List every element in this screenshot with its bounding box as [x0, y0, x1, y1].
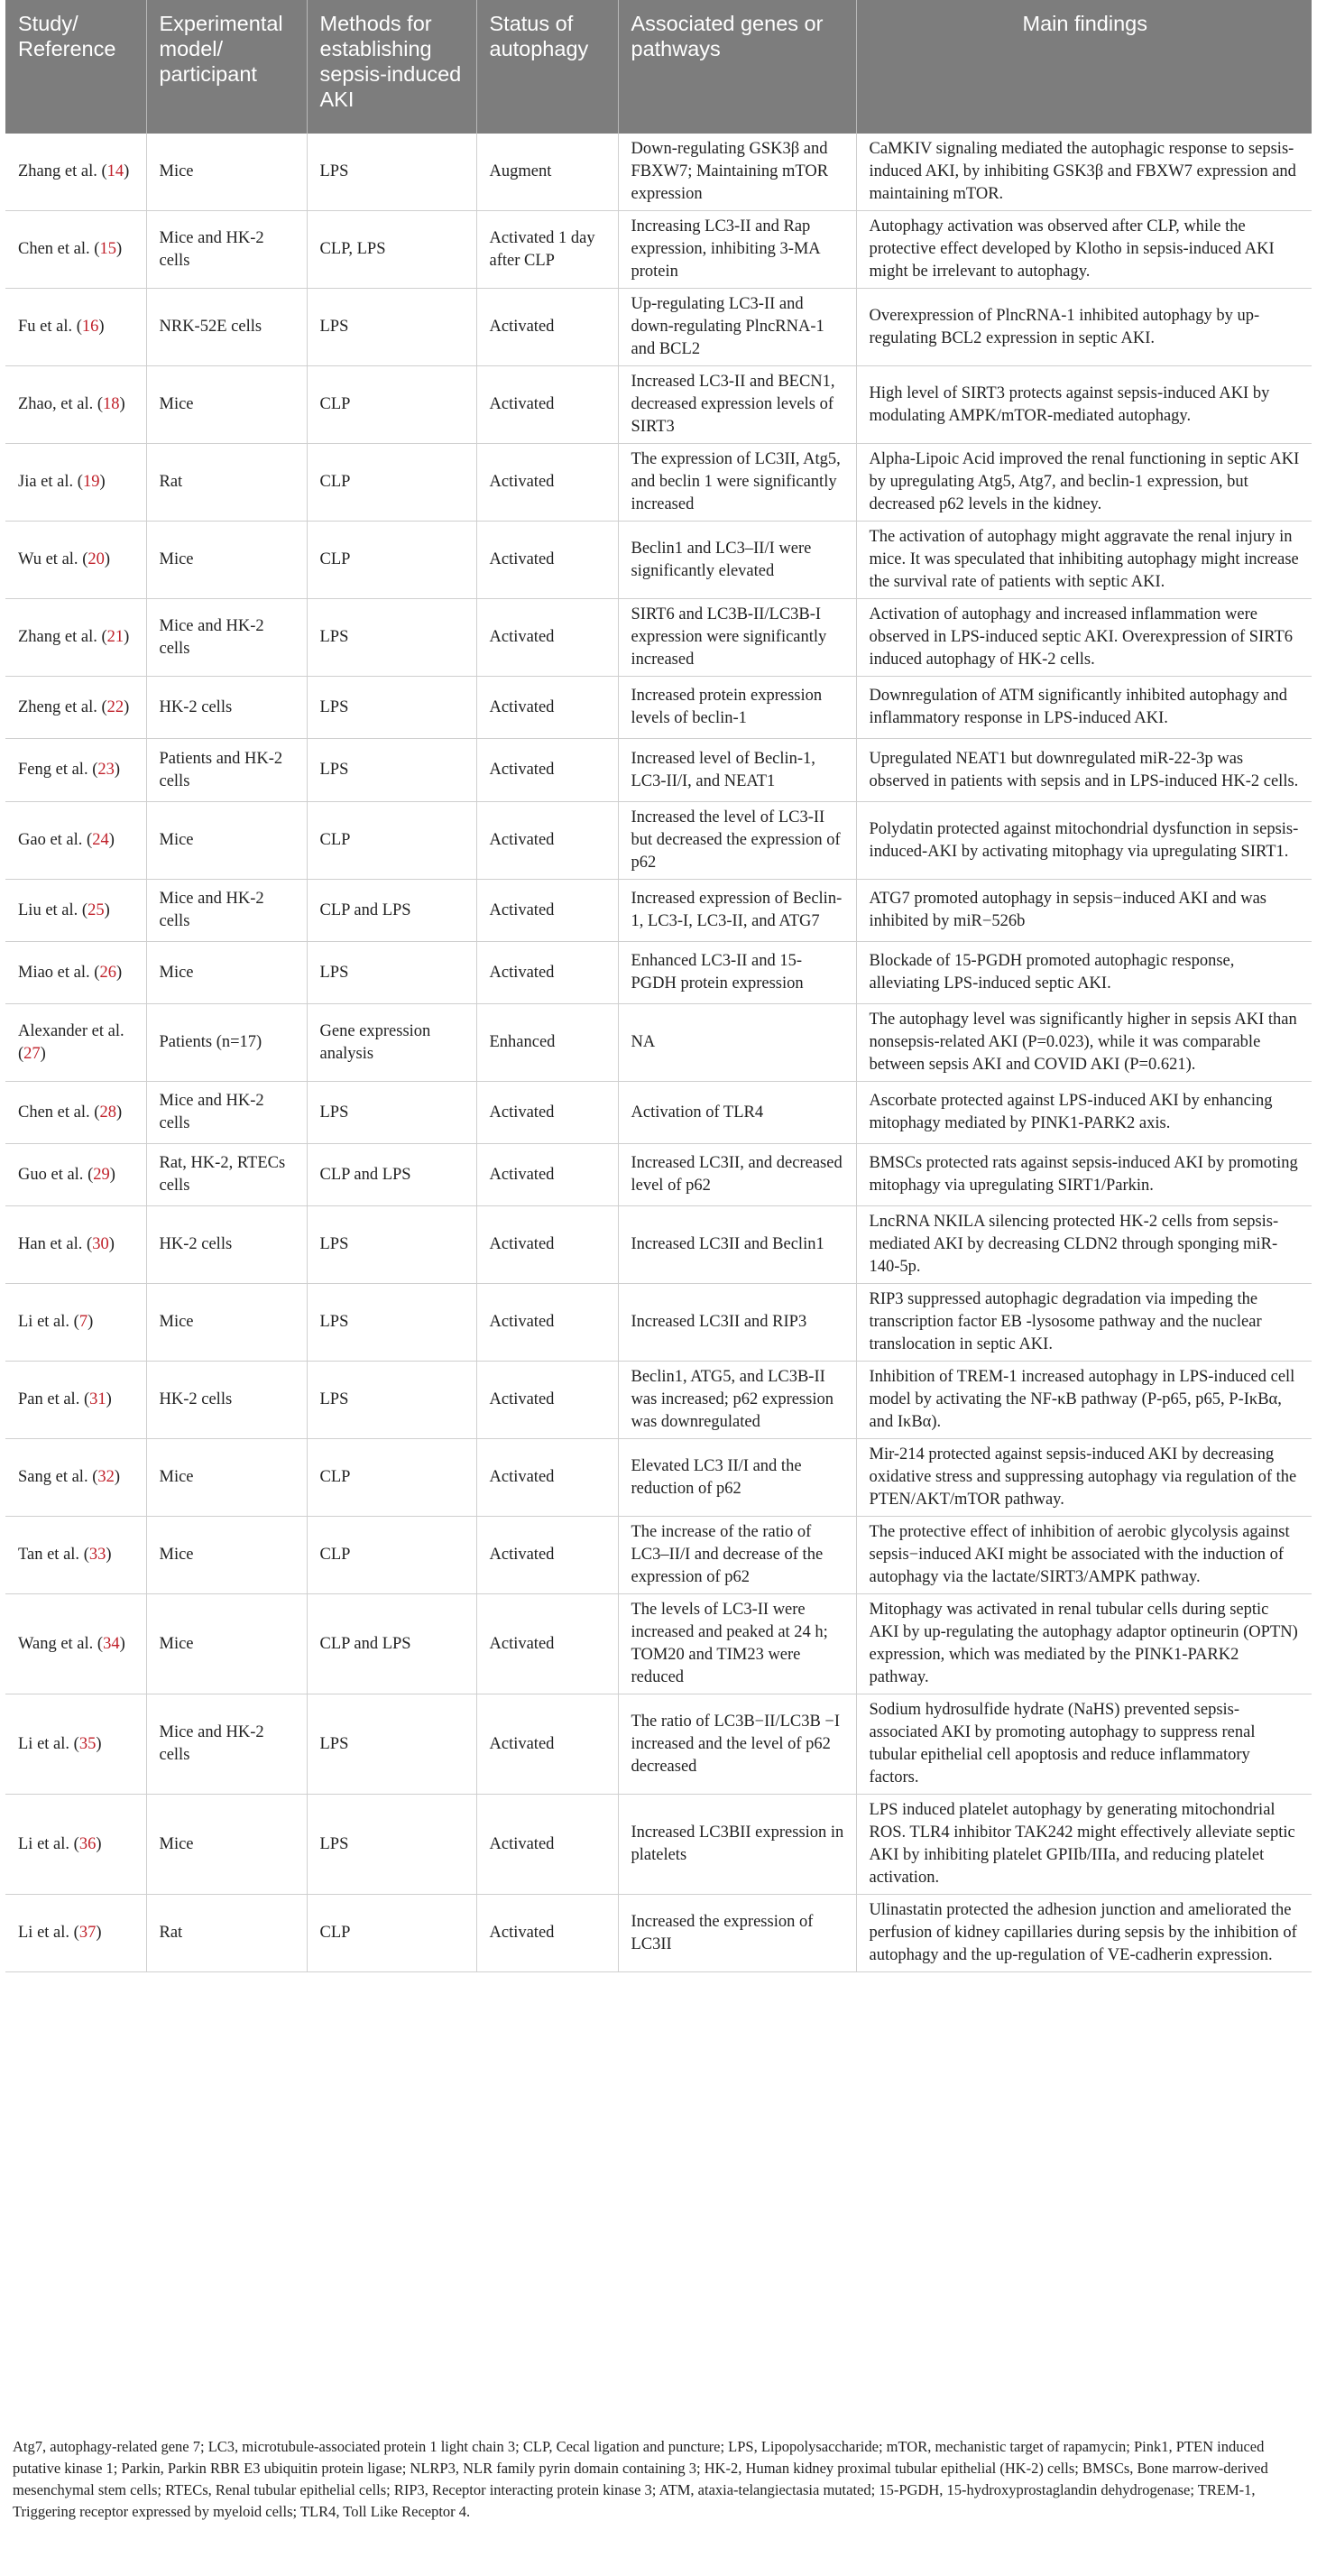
table-row	[5, 802, 1312, 880]
citation-link[interactable]: 18	[103, 395, 120, 413]
table-row	[5, 1895, 1312, 1972]
study-author: Li et al.	[18, 1313, 70, 1331]
study-author: Zheng et al.	[18, 697, 97, 716]
cell-experimental-model: Mice	[146, 1284, 307, 1362]
study-author: Jia et al.	[18, 473, 74, 491]
citation-link[interactable]: 27	[23, 1044, 41, 1063]
table-row	[5, 1362, 1312, 1439]
cell-status: Activated	[476, 599, 618, 677]
cell-study-reference: Chen et al. (15)	[5, 211, 146, 289]
cell-method: CLP	[307, 444, 476, 522]
cell-study-reference: Sang et al. (32)	[5, 1439, 146, 1517]
study-author: Li et al.	[18, 1734, 70, 1753]
cell-associated-genes: Elevated LC3 II/I and the reduction of p62	[618, 1439, 856, 1517]
cell-study-reference: Gao et al. (24)	[5, 802, 146, 880]
cell-study-reference: Han et al. (30)	[5, 1206, 146, 1284]
study-author: Wu et al.	[18, 550, 78, 568]
cell-status: Activated	[476, 1439, 618, 1517]
table-row	[5, 211, 1312, 289]
cell-main-findings: The autophagy level was significantly higher in sepsis AKI than nonsepsis-related AKI (P=0.023), while it was comparable between sepsis AKI and COVID AKI (P=0.621).	[856, 1004, 1312, 1082]
cell-experimental-model: Rat	[146, 1895, 307, 1972]
citation-link[interactable]: 29	[93, 1165, 110, 1184]
header-status: Status of autophagy	[476, 0, 618, 134]
cell-associated-genes: SIRT6 and LC3B-II/LC3B-I expression were significantly increased	[618, 599, 856, 677]
table-row	[5, 677, 1312, 739]
cell-status: Activated	[476, 677, 618, 739]
cell-study-reference: Li et al. (35)	[5, 1694, 146, 1795]
table-row	[5, 1004, 1312, 1082]
study-author: Zhang et al.	[18, 162, 97, 180]
table-row	[5, 1439, 1312, 1517]
cell-associated-genes: The ratio of LC3B−II/LC3B −I increased and the level of p62 decreased	[618, 1694, 856, 1795]
cell-method: CLP and LPS	[307, 880, 476, 942]
cell-experimental-model: HK-2 cells	[146, 1206, 307, 1284]
cell-main-findings: High level of SIRT3 protects against sepsis-induced AKI by modulating AMPK/mTOR-mediated autophagy.	[856, 366, 1312, 444]
table-row	[5, 1594, 1312, 1694]
cell-study-reference: Tan et al. (33)	[5, 1517, 146, 1594]
cell-experimental-model: HK-2 cells	[146, 677, 307, 739]
cell-associated-genes: Increased level of Beclin-1, LC3-II/I, and NEAT1	[618, 739, 856, 802]
autophagy-studies-table	[5, 0, 1312, 1972]
cell-main-findings: Ulinastatin protected the adhesion junction and ameliorated the perfusion of kidney capillaries during sepsis by the inhibition of autophagy and the up-regulation of VE-cadherin expression.	[856, 1895, 1312, 1972]
cell-study-reference: Wu et al. (20)	[5, 522, 146, 599]
cell-method: CLP	[307, 1517, 476, 1594]
cell-experimental-model: Mice	[146, 522, 307, 599]
cell-status: Activated	[476, 1206, 618, 1284]
cell-experimental-model: Mice and HK-2 cells	[146, 211, 307, 289]
header-study-reference: Study/ Reference	[5, 0, 146, 134]
cell-status: Activated 1 day after CLP	[476, 211, 618, 289]
cell-status: Activated	[476, 1895, 618, 1972]
header-row	[5, 0, 1312, 134]
study-author: Pan et al.	[18, 1390, 80, 1408]
cell-study-reference: Chen et al. (28)	[5, 1082, 146, 1144]
cell-associated-genes: Increased the expression of LC3II	[618, 1895, 856, 1972]
study-author: Zhao, et al.	[18, 395, 94, 413]
cell-main-findings: Inhibition of TREM-1 increased autophagy in LPS-induced cell model by activating the NF-κB pathway (P-p65, p65, P-IκBα, and IκBα).	[856, 1362, 1312, 1439]
cell-experimental-model: Mice and HK-2 cells	[146, 1082, 307, 1144]
cell-associated-genes: Beclin1, ATG5, and LC3B-II was increased; p62 expression was downregulated	[618, 1362, 856, 1439]
cell-associated-genes: Increasing LC3-II and Rap expression, inhibiting 3-MA protein	[618, 211, 856, 289]
study-author: Zhang et al.	[18, 628, 97, 646]
cell-status: Enhanced	[476, 1004, 618, 1082]
cell-main-findings: RIP3 suppressed autophagic degradation via impeding the transcription factor EB -lysosome pathway and the nuclear translocation in septic AKI.	[856, 1284, 1312, 1362]
cell-main-findings: Mir-214 protected against sepsis-induced AKI by decreasing oxidative stress and suppressing autophagy via regulation of the PTEN/AKT/mTOR pathway.	[856, 1439, 1312, 1517]
cell-experimental-model: Rat	[146, 444, 307, 522]
cell-main-findings: Alpha-Lipoic Acid improved the renal functioning in septic AKI by upregulating Atg5, Atg7, and beclin-1 expression, but decreased p62 levels in the kidney.	[856, 444, 1312, 522]
cell-main-findings: LncRNA NKILA silencing protected HK-2 cells from sepsis-mediated AKI by decreasing CLDN2 through sponging miR-140-5p.	[856, 1206, 1312, 1284]
cell-method: CLP	[307, 1895, 476, 1972]
cell-experimental-model: Mice	[146, 366, 307, 444]
table-row	[5, 1206, 1312, 1284]
cell-status: Activated	[476, 1362, 618, 1439]
cell-associated-genes: Increased LC3II and RIP3	[618, 1284, 856, 1362]
cell-experimental-model: Patients (n=17)	[146, 1004, 307, 1082]
cell-method: LPS	[307, 739, 476, 802]
citation-link[interactable]: 24	[92, 831, 109, 849]
cell-status: Activated	[476, 1594, 618, 1694]
cell-status: Activated	[476, 1694, 618, 1795]
table-row	[5, 942, 1312, 1004]
cell-method: LPS	[307, 942, 476, 1004]
table-row	[5, 1284, 1312, 1362]
table-row	[5, 739, 1312, 802]
cell-method: LPS	[307, 677, 476, 739]
cell-associated-genes: Increased LC3-II and BECN1, decreased expression levels of SIRT3	[618, 366, 856, 444]
header-methods: Methods for establishing sepsis-induced AKI	[307, 0, 476, 134]
citation-link[interactable]: 23	[97, 761, 115, 779]
table-footnote: Atg7, autophagy-related gene 7; LC3, microtubule-associated protein 1 light chain 3; CLP, Cecal ligation and puncture; LPS, Lipopolysaccharide; mTOR, mechanistic target of rapamycin; Pink1, PTEN induced putative kinase 1; Parkin, Parkin RBR E3 ubiquitin protein ligase; NLRP3, NLR family pyrin domain containing 3; HK-2, Human kidney proximal tubular epithelial (HK-2) cells; BMSCs, Bone marrow-derived mesenchymal stem cells; RTECs, Renal tubular epithelial cells; RIP3, Receptor interacting protein kinase 3; ATM, ataxia-telangiectasia mutated; 15-PGDH, 15-hydroxyprostaglandin dehydrogenase; TREM-1, Triggering receptor expressed by myeloid cells; TLR4, Toll Like Receptor 4.	[13, 2438, 1268, 2520]
table-row	[5, 880, 1312, 942]
citation-link[interactable]: 31	[89, 1390, 106, 1408]
cell-experimental-model: Mice	[146, 134, 307, 211]
cell-study-reference: Zheng et al. (22)	[5, 677, 146, 739]
cell-method: LPS	[307, 599, 476, 677]
cell-study-reference: Guo et al. (29)	[5, 1144, 146, 1206]
cell-experimental-model: Mice and HK-2 cells	[146, 1694, 307, 1795]
cell-main-findings: The activation of autophagy might aggravate the renal injury in mice. It was speculated that inhibiting autophagy might increase the survival rate of patients with septic AKI.	[856, 522, 1312, 599]
study-author: Liu et al.	[18, 900, 78, 919]
cell-method: LPS	[307, 1795, 476, 1895]
citation-link[interactable]: 22	[106, 697, 124, 716]
cell-main-findings: Blockade of 15-PGDH promoted autophagic response, alleviating LPS-induced septic AKI.	[856, 942, 1312, 1004]
study-author: Chen et al.	[18, 240, 90, 258]
study-author: Li et al.	[18, 1924, 70, 1942]
study-author: Li et al.	[18, 1834, 70, 1853]
table-row	[5, 366, 1312, 444]
cell-study-reference: Zhang et al. (21)	[5, 599, 146, 677]
cell-method: LPS	[307, 1362, 476, 1439]
table-row	[5, 1694, 1312, 1795]
citation-link[interactable]: 21	[106, 628, 124, 646]
cell-experimental-model: Mice	[146, 1795, 307, 1895]
cell-method: CLP and LPS	[307, 1594, 476, 1694]
cell-associated-genes: Down-regulating GSK3β and FBXW7; Maintaining mTOR expression	[618, 134, 856, 211]
cell-method: CLP	[307, 522, 476, 599]
cell-experimental-model: Mice and HK-2 cells	[146, 599, 307, 677]
citation-link[interactable]: 19	[82, 473, 100, 491]
cell-status: Activated	[476, 289, 618, 366]
citation-link[interactable]: 14	[106, 162, 124, 180]
citation-link[interactable]: 37	[78, 1924, 97, 1942]
citation-link[interactable]: 7	[78, 1313, 88, 1331]
cell-study-reference: Li et al. (37)	[5, 1895, 146, 1972]
table-container	[5, 0, 1312, 1972]
cell-experimental-model: Mice	[146, 802, 307, 880]
cell-status: Activated	[476, 1082, 618, 1144]
cell-associated-genes: Beclin1 and LC3–II/I were significantly elevated	[618, 522, 856, 599]
cell-method: LPS	[307, 1694, 476, 1795]
cell-status: Activated	[476, 1284, 618, 1362]
cell-study-reference: Wang et al. (34)	[5, 1594, 146, 1694]
cell-main-findings: CaMKIV signaling mediated the autophagic response to sepsis-induced AKI, by inhibiting GSK3β and FBXW7 expression and maintaining mTOR.	[856, 134, 1312, 211]
cell-status: Activated	[476, 942, 618, 1004]
cell-associated-genes: The expression of LC3II, Atg5, and beclin 1 were significantly increased	[618, 444, 856, 522]
table-row	[5, 444, 1312, 522]
cell-status: Activated	[476, 880, 618, 942]
cell-associated-genes: The levels of LC3-II were increased and peaked at 24 h; TOM20 and TIM23 were reduced	[618, 1594, 856, 1694]
cell-associated-genes: Up-regulating LC3-II and down-regulating PlncRNA-1 and BCL2	[618, 289, 856, 366]
cell-study-reference: Li et al. (7)	[5, 1284, 146, 1362]
table-body	[5, 134, 1312, 1972]
study-author: Han et al.	[18, 1235, 83, 1253]
cell-study-reference: Feng et al. (23)	[5, 739, 146, 802]
citation-link[interactable]: 28	[99, 1103, 116, 1122]
cell-main-findings: LPS induced platelet autophagy by generating mitochondrial ROS. TLR4 inhibitor TAK242 might effectively alleviate septic AKI by inhibiting platelet GPIIb/IIIa, and reducing platelet activation.	[856, 1795, 1312, 1895]
table-row	[5, 1795, 1312, 1895]
cell-associated-genes: NA	[618, 1004, 856, 1082]
cell-method: CLP and LPS	[307, 1144, 476, 1206]
cell-main-findings: Polydatin protected against mitochondrial dysfunction in sepsis-induced-AKI by activating mitophagy via upregulating SIRT1.	[856, 802, 1312, 880]
study-author: Gao et al.	[18, 831, 83, 849]
citation-link[interactable]: 15	[99, 240, 116, 258]
cell-method: CLP	[307, 802, 476, 880]
table-row	[5, 1517, 1312, 1594]
cell-main-findings: Upregulated NEAT1 but downregulated miR-22-3p was observed in patients with sepsis and in LPS-induced HK-2 cells.	[856, 739, 1312, 802]
citation-link[interactable]: 20	[87, 550, 105, 568]
cell-main-findings: The protective effect of inhibition of aerobic glycolysis against sepsis−induced AKI might be associated with the induction of autophagy via the lactate/SIRT3/AMPK pathway.	[856, 1517, 1312, 1594]
cell-status: Activated	[476, 522, 618, 599]
citation-link[interactable]: 30	[92, 1235, 109, 1253]
cell-associated-genes: Increased LC3II and Beclin1	[618, 1206, 856, 1284]
citation-link[interactable]: 32	[97, 1468, 115, 1486]
study-author: Miao et al.	[18, 963, 90, 982]
cell-method: CLP	[307, 1439, 476, 1517]
cell-study-reference: Pan et al. (31)	[5, 1362, 146, 1439]
cell-main-findings: ATG7 promoted autophagy in sepsis−induced AKI and was inhibited by miR−526b	[856, 880, 1312, 942]
cell-study-reference: Alexander et al. (27)	[5, 1004, 146, 1082]
cell-status: Activated	[476, 1795, 618, 1895]
cell-main-findings: BMSCs protected rats against sepsis-induced AKI by promoting mitophagy via upregulating SIRT1/Parkin.	[856, 1144, 1312, 1206]
cell-main-findings: Sodium hydrosulfide hydrate (NaHS) prevented sepsis-associated AKI by promoting autophagy to suppress renal tubular epithelial cell apoptosis and reduce inflammatory factors.	[856, 1694, 1312, 1795]
cell-associated-genes: Increased the level of LC3-II but decreased the expression of p62	[618, 802, 856, 880]
cell-experimental-model: NRK-52E cells	[146, 289, 307, 366]
cell-associated-genes: Enhanced LC3-II and 15-PGDH protein expression	[618, 942, 856, 1004]
cell-method: LPS	[307, 1082, 476, 1144]
study-author: Tan et al.	[18, 1546, 80, 1564]
cell-method: LPS	[307, 289, 476, 366]
cell-main-findings: Ascorbate protected against LPS-induced AKI by enhancing mitophagy mediated by PINK1-PARK2 axis.	[856, 1082, 1312, 1144]
cell-status: Activated	[476, 444, 618, 522]
cell-main-findings: Downregulation of ATM significantly inhibited autophagy and inflammatory response in LPS-induced AKI.	[856, 677, 1312, 739]
study-author: Chen et al.	[18, 1103, 90, 1122]
cell-status: Activated	[476, 739, 618, 802]
cell-experimental-model: Rat, HK-2, RTECs cells	[146, 1144, 307, 1206]
cell-method: CLP, LPS	[307, 211, 476, 289]
citation-link[interactable]: 33	[88, 1546, 106, 1564]
cell-experimental-model: HK-2 cells	[146, 1362, 307, 1439]
study-author: Sang et al.	[18, 1468, 88, 1486]
study-author: Feng et al.	[18, 761, 88, 779]
cell-study-reference: Zhao, et al. (18)	[5, 366, 146, 444]
cell-method: CLP	[307, 366, 476, 444]
cell-method: LPS	[307, 1206, 476, 1284]
citation-link[interactable]: 26	[99, 963, 116, 982]
citation-link[interactable]: 36	[78, 1834, 97, 1853]
cell-main-findings: Autophagy activation was observed after CLP, while the protective effect developed by Klotho in sepsis-induced AKI might be irrelevant to autophagy.	[856, 211, 1312, 289]
header-associated-genes: Associated genes or pathways	[618, 0, 856, 134]
study-author: Alexander et al.	[18, 1021, 124, 1040]
cell-associated-genes: Increased LC3II, and decreased level of p62	[618, 1144, 856, 1206]
cell-status: Activated	[476, 802, 618, 880]
cell-associated-genes: Increased LC3BII expression in platelets	[618, 1795, 856, 1895]
cell-status: Activated	[476, 366, 618, 444]
cell-main-findings: Overexpression of PlncRNA-1 inhibited autophagy by up-regulating BCL2 expression in septic AKI.	[856, 289, 1312, 366]
cell-associated-genes: Increased protein expression levels of beclin-1	[618, 677, 856, 739]
cell-associated-genes: The increase of the ratio of LC3–II/I and decrease of the expression of p62	[618, 1517, 856, 1594]
header-experimental-model: Experimental model/ participant	[146, 0, 307, 134]
cell-associated-genes: Increased expression of Beclin-1, LC3-I, LC3-II, and ATG7	[618, 880, 856, 942]
cell-study-reference: Jia et al. (19)	[5, 444, 146, 522]
cell-status: Augment	[476, 134, 618, 211]
cell-study-reference: Liu et al. (25)	[5, 880, 146, 942]
cell-experimental-model: Mice and HK-2 cells	[146, 880, 307, 942]
cell-method: Gene expression analysis	[307, 1004, 476, 1082]
table-row	[5, 1082, 1312, 1144]
cell-main-findings: Mitophagy was activated in renal tubular cells during septic AKI by up-regulating the autophagy adaptor optineurin (OPTN) expression, which was mediated by the PINK1-PARK2 pathway.	[856, 1594, 1312, 1694]
study-author: Fu et al.	[18, 318, 73, 336]
study-author: Guo et al.	[18, 1165, 84, 1184]
table-row	[5, 522, 1312, 599]
citation-link[interactable]: 16	[81, 318, 99, 336]
cell-study-reference: Li et al. (36)	[5, 1795, 146, 1895]
cell-method: LPS	[307, 134, 476, 211]
citation-link[interactable]: 35	[78, 1734, 97, 1753]
cell-study-reference: Fu et al. (16)	[5, 289, 146, 366]
table-row	[5, 1144, 1312, 1206]
cell-method: LPS	[307, 1284, 476, 1362]
header-main-findings: Main findings	[856, 0, 1312, 134]
cell-status: Activated	[476, 1517, 618, 1594]
table-row	[5, 134, 1312, 211]
cell-experimental-model: Mice	[146, 1439, 307, 1517]
cell-associated-genes: Activation of TLR4	[618, 1082, 856, 1144]
cell-experimental-model: Mice	[146, 942, 307, 1004]
cell-study-reference: Zhang et al. (14)	[5, 134, 146, 211]
citation-link[interactable]: 25	[87, 900, 105, 919]
cell-status: Activated	[476, 1144, 618, 1206]
cell-experimental-model: Mice	[146, 1517, 307, 1594]
cell-experimental-model: Mice	[146, 1594, 307, 1694]
table-row	[5, 599, 1312, 677]
study-author: Wang et al.	[18, 1634, 94, 1653]
cell-main-findings: Activation of autophagy and increased inflammation were observed in LPS-induced septic AKI. Overexpression of SIRT6 induced autophagy of HK-2 cells.	[856, 599, 1312, 677]
table-row	[5, 289, 1312, 366]
citation-link[interactable]: 34	[103, 1634, 120, 1653]
cell-experimental-model: Patients and HK-2 cells	[146, 739, 307, 802]
cell-study-reference: Miao et al. (26)	[5, 942, 146, 1004]
